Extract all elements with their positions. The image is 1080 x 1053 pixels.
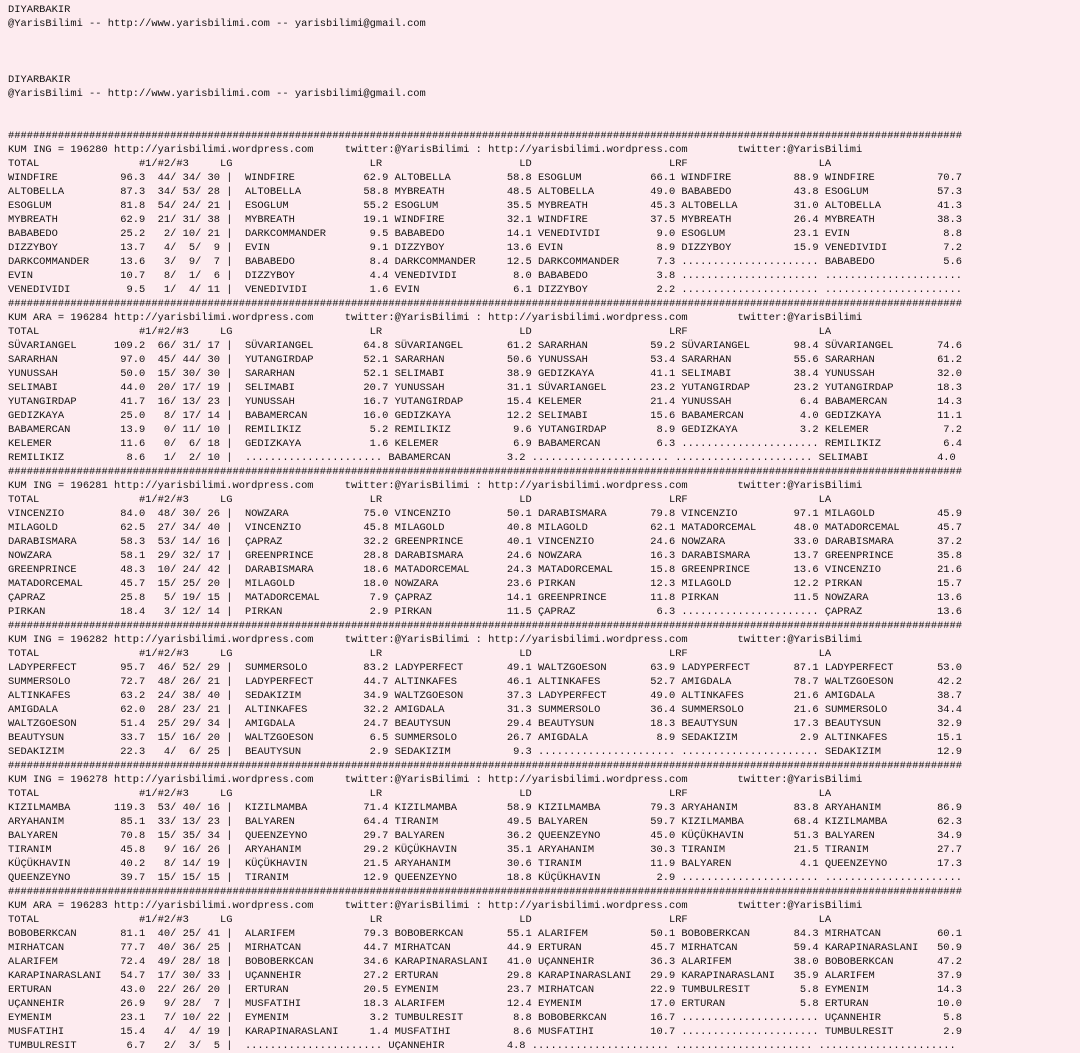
separator-line: #########################################################################################################################################################	[8, 886, 963, 898]
race-header-line: KUM ING = 196278 http://yarisbilimi.wordpress.com twitter:@YarisBilimi : http://yarisbilimi.wordpress.com twitter:@YarisBilimi	[8, 774, 863, 786]
table-row: BABAMERCAN 13.9 0/ 11/ 10 | REMILIKIZ 5.2 REMILIKIZ 9.6 YUTANGIRDAP 8.9 GEDIZKAYA 3.2 KELEMER 7.2	[8, 424, 963, 436]
table-row: KELEMER 11.6 0/ 6/ 18 | GEDIZKAYA 1.6 KELEMER 6.9 BABAMERCAN 6.3 ...................... REMILIKIZ 6.4	[8, 438, 963, 450]
separator-line: #########################################################################################################################################################	[8, 760, 963, 772]
column-header-line: TOTAL #1/#2/#3 LG LR LD LRF LA	[8, 914, 832, 926]
race-header-line: KUM ING = 196281 http://yarisbilimi.wordpress.com twitter:@YarisBilimi : http://yarisbilimi.wordpress.com twitter:@YarisBilimi	[8, 480, 863, 492]
header-line: DIYARBAKIR	[8, 74, 71, 86]
column-header-line: TOTAL #1/#2/#3 LG LR LD LRF LA	[8, 326, 832, 338]
header-line: @YarisBilimi -- http://www.yarisbilimi.com -- yarisbilimi@gmail.com	[8, 88, 426, 100]
table-row: SEDAKIZIM 22.3 4/ 6/ 25 | BEAUTYSUN 2.9 SEDAKIZIM 9.3 ...................... ...................... SEDAKIZIM 12.9	[8, 746, 963, 758]
table-row: AMIGDALA 62.0 28/ 23/ 21 | ALTINKAFES 32.2 AMIGDALA 31.3 SUMMERSOLO 36.4 SUMMERSOLO 21.6 SUMMERSOLO 34.4	[8, 704, 963, 716]
table-row: MATADORCEMAL 45.7 15/ 25/ 20 | MILAGOLD 18.0 NOWZARA 23.6 PIRKAN 12.3 MILAGOLD 12.2 PIRKAN 15.7	[8, 578, 963, 590]
table-row: DARABISMARA 58.3 53/ 14/ 16 | ÇAPRAZ 32.2 GREENPRINCE 40.1 VINCENZIO 24.6 NOWZARA 33.0 DARABISMARA 37.2	[8, 536, 963, 548]
race-header-line: KUM ING = 196282 http://yarisbilimi.wordpress.com twitter:@YarisBilimi : http://yarisbilimi.wordpress.com twitter:@YarisBilimi	[8, 634, 863, 646]
table-row: GREENPRINCE 48.3 10/ 24/ 42 | DARABISMARA 18.6 MATADORCEMAL 24.3 MATADORCEMAL 15.8 GREENPRINCE 13.6 VINCENZIO 21.6	[8, 564, 963, 576]
column-header-line: TOTAL #1/#2/#3 LG LR LD LRF LA	[8, 648, 832, 660]
table-row: GEDIZKAYA 25.0 8/ 17/ 14 | BABAMERCAN 16.0 GEDIZKAYA 12.2 SELIMABI 15.6 BABAMERCAN 4.0 GEDIZKAYA 11.1	[8, 410, 963, 422]
separator-line: #########################################################################################################################################################	[8, 298, 963, 310]
table-row: EVIN 10.7 8/ 1/ 6 | DIZZYBOY 4.4 VENEDIVIDI 8.0 BABABEDO 3.8 ...................... ......................	[8, 270, 963, 282]
table-row: WINDFIRE 96.3 44/ 34/ 30 | WINDFIRE 62.9 ALTOBELLA 58.8 ESOGLUM 66.1 WINDFIRE 88.9 WINDFIRE 70.7	[8, 172, 963, 184]
table-row: BEAUTYSUN 33.7 15/ 16/ 20 | WALTZGOESON 6.5 SUMMERSOLO 26.7 AMIGDALA 8.9 SEDAKIZIM 2.9 ALTINKAFES 15.1	[8, 732, 963, 744]
table-row: KIZILMAMBA 119.3 53/ 40/ 16 | KIZILMAMBA 71.4 KIZILMAMBA 58.9 KIZILMAMBA 79.3 ARYAHANIM 83.8 ARYAHANIM 86.9	[8, 802, 963, 814]
separator-line: #########################################################################################################################################################	[8, 130, 963, 142]
table-row: SARARHAN 97.0 45/ 44/ 30 | YUTANGIRDAP 52.1 SARARHAN 50.6 YUNUSSAH 53.4 SARARHAN 55.6 SARARHAN 61.2	[8, 354, 963, 366]
table-row: BALYAREN 70.8 15/ 35/ 34 | QUEENZEYNO 29.7 BALYAREN 36.2 QUEENZEYNO 45.0 KÜÇÜKHAVIN 51.3 BALYAREN 34.9	[8, 830, 963, 842]
table-row: ALTINKAFES 63.2 24/ 38/ 40 | SEDAKIZIM 34.9 WALTZGOESON 37.3 LADYPERFECT 49.0 ALTINKAFES 21.6 AMIGDALA 38.7	[8, 690, 963, 702]
header-line	[8, 45, 1080, 59]
table-row: YUNUSSAH 50.0 15/ 30/ 30 | SARARHAN 52.1 SELIMABI 38.9 GEDIZKAYA 41.1 SELIMABI 38.4 YUNUSSAH 32.0	[8, 368, 963, 380]
table-row: TUMBULRESIT 6.7 2/ 3/ 5 | ...................... UÇANNEHIR 4.8 ...................... ...................... ......................	[8, 1040, 956, 1052]
header-line	[8, 31, 1080, 45]
table-row: VINCENZIO 84.0 48/ 30/ 26 | NOWZARA 75.0 VINCENZIO 50.1 DARABISMARA 79.8 VINCENZIO 97.1 MILAGOLD 45.9	[8, 508, 963, 520]
table-row: MYBREATH 62.9 21/ 31/ 38 | MYBREATH 19.1 WINDFIRE 32.1 WINDFIRE 37.5 MYBREATH 26.4 MYBREATH 38.3	[8, 214, 963, 226]
race-header-line: KUM ARA = 196284 http://yarisbilimi.wordpress.com twitter:@YarisBilimi : http://yarisbilimi.wordpress.com twitter:@YarisBilimi	[8, 312, 863, 324]
table-row: NOWZARA 58.1 29/ 32/ 17 | GREENPRINCE 28.8 DARABISMARA 24.6 NOWZARA 16.3 DARABISMARA 13.7 GREENPRINCE 35.8	[8, 550, 963, 562]
table-row: BOBOBERKCAN 81.1 40/ 25/ 41 | ALARIFEM 79.3 BOBOBERKCAN 55.1 ALARIFEM 50.1 BOBOBERKCAN 84.3 MIRHATCAN 60.1	[8, 928, 963, 940]
table-row: ALARIFEM 72.4 49/ 28/ 18 | BOBOBERKCAN 34.6 KARAPINARASLANI 41.0 UÇANNEHIR 36.3 ALARIFEM 38.0 BOBOBERKCAN 47.2	[8, 956, 963, 968]
table-row: PIRKAN 18.4 3/ 12/ 14 | PIRKAN 2.9 PIRKAN 11.5 ÇAPRAZ 6.3 ...................... ÇAPRAZ 13.6	[8, 606, 963, 618]
column-header-line: TOTAL #1/#2/#3 LG LR LD LRF LA	[8, 494, 832, 506]
column-header-line: TOTAL #1/#2/#3 LG LR LD LRF LA	[8, 788, 832, 800]
table-row: MIRHATCAN 77.7 40/ 36/ 25 | MIRHATCAN 44.7 MIRHATCAN 44.9 ERTURAN 45.7 MIRHATCAN 59.4 KARAPINARASLANI 50.9	[8, 942, 963, 954]
table-row: ALTOBELLA 87.3 34/ 53/ 28 | ALTOBELLA 58.8 MYBREATH 48.5 ALTOBELLA 49.0 BABABEDO 43.8 ESOGLUM 57.3	[8, 186, 963, 198]
table-row: MILAGOLD 62.5 27/ 34/ 40 | VINCENZIO 45.8 MILAGOLD 40.8 MILAGOLD 62.1 MATADORCEMAL 48.0 MATADORCEMAL 45.7	[8, 522, 963, 534]
race-header-line: KUM ING = 196280 http://yarisbilimi.wordpress.com twitter:@YarisBilimi : http://yarisbilimi.wordpress.com twitter:@YarisBilimi	[8, 144, 863, 156]
table-row: SUMMERSOLO 72.7 48/ 26/ 21 | LADYPERFECT 44.7 ALTINKAFES 46.1 ALTINKAFES 52.7 AMIGDALA 78.7 WALTZGOESON 42.2	[8, 676, 963, 688]
table-row: SELIMABI 44.0 20/ 17/ 19 | SELIMABI 20.7 YUNUSSAH 31.1 SÜVARIANGEL 23.2 YUTANGIRDAP 23.2 YUTANGIRDAP 18.3	[8, 382, 963, 394]
table-row: DARKCOMMANDER 13.6 3/ 9/ 7 | BABABEDO 8.4 DARKCOMMANDER 12.5 DARKCOMMANDER 7.3 ...................... BABABEDO 5.6	[8, 256, 963, 268]
header-line	[8, 101, 1080, 115]
separator-line: #########################################################################################################################################################	[8, 620, 963, 632]
table-row: ÇAPRAZ 25.8 5/ 19/ 15 | MATADORCEMAL 7.9 ÇAPRAZ 14.1 GREENPRINCE 11.8 PIRKAN 11.5 NOWZARA 13.6	[8, 592, 963, 604]
header-line: DIYARBAKIR	[8, 4, 71, 16]
table-row: KÜÇÜKHAVIN 40.2 8/ 14/ 19 | KÜÇÜKHAVIN 21.5 ARYAHANIM 30.6 TIRANIM 11.9 BALYAREN 4.1 QUEENZEYNO 17.3	[8, 858, 963, 870]
table-row: KARAPINARASLANI 54.7 17/ 30/ 33 | UÇANNEHIR 27.2 ERTURAN 29.8 KARAPINARASLANI 29.9 KARAPINARASLANI 35.9 ALARIFEM 37.9	[8, 970, 963, 982]
table-row: VENEDIVIDI 9.5 1/ 4/ 11 | VENEDIVIDI 1.6 EVIN 6.1 DIZZYBOY 2.2 ...................... ......................	[8, 284, 963, 296]
table-row: MUSFATIHI 15.4 4/ 4/ 19 | KARAPINARASLANI 1.4 MUSFATIHI 8.6 MUSFATIHI 10.7 ...................... TUMBULRESIT 2.9	[8, 1026, 963, 1038]
table-row: YUTANGIRDAP 41.7 16/ 13/ 23 | YUNUSSAH 16.7 YUTANGIRDAP 15.4 KELEMER 21.4 YUNUSSAH 6.4 BABAMERCAN 14.3	[8, 396, 963, 408]
table-row: DIZZYBOY 13.7 4/ 5/ 9 | EVIN 9.1 DIZZYBOY 13.6 EVIN 8.9 DIZZYBOY 15.9 VENEDIVIDI 7.2	[8, 242, 963, 254]
table-row: EYMENIM 23.1 7/ 10/ 22 | EYMENIM 3.2 TUMBULRESIT 8.8 BOBOBERKCAN 16.7 ...................... UÇANNEHIR 5.8	[8, 1012, 963, 1024]
table-row: QUEENZEYNO 39.7 15/ 15/ 15 | TIRANIM 12.9 QUEENZEYNO 18.8 KÜÇÜKHAVIN 2.9 ...................... ......................	[8, 872, 963, 884]
table-row: ARYAHANIM 85.1 33/ 13/ 23 | BALYAREN 64.4 TIRANIM 49.5 BALYAREN 59.7 KIZILMAMBA 68.4 KIZILMAMBA 62.3	[8, 816, 963, 828]
header-line	[8, 115, 1080, 129]
separator-line: #########################################################################################################################################################	[8, 466, 963, 478]
table-row: ERTURAN 43.0 22/ 26/ 20 | ERTURAN 20.5 EYMENIM 23.7 MIRHATCAN 22.9 TUMBULRESIT 5.8 EYMENIM 14.3	[8, 984, 963, 996]
table-row: SÜVARIANGEL 109.2 66/ 31/ 17 | SÜVARIANGEL 64.8 SÜVARIANGEL 61.2 SARARHAN 59.2 SÜVARIANGEL 98.4 SÜVARIANGEL 74.6	[8, 340, 963, 352]
table-row: UÇANNEHIR 26.9 9/ 28/ 7 | MUSFATIHI 18.3 ALARIFEM 12.4 EYMENIM 17.0 ERTURAN 5.8 ERTURAN 10.0	[8, 998, 963, 1010]
table-row: ESOGLUM 81.8 54/ 24/ 21 | ESOGLUM 55.2 ESOGLUM 35.5 MYBREATH 45.3 ALTOBELLA 31.0 ALTOBELLA 41.3	[8, 200, 963, 212]
column-header-line: TOTAL #1/#2/#3 LG LR LD LRF LA	[8, 158, 832, 170]
table-row: LADYPERFECT 95.7 46/ 52/ 29 | SUMMERSOLO 83.2 LADYPERFECT 49.1 WALTZGOESON 63.9 LADYPERFECT 87.1 LADYPERFECT 53.0	[8, 662, 963, 674]
header-line	[8, 59, 1080, 73]
table-row: BABABEDO 25.2 2/ 10/ 21 | DARKCOMMANDER 9.5 BABABEDO 14.1 VENEDIVIDI 9.0 ESOGLUM 23.1 EVIN 8.8	[8, 228, 963, 240]
race-header-line: KUM ARA = 196283 http://yarisbilimi.wordpress.com twitter:@YarisBilimi : http://yarisbilimi.wordpress.com twitter:@YarisBilimi	[8, 900, 863, 912]
table-row: WALTZGOESON 51.4 25/ 29/ 34 | AMIGDALA 24.7 BEAUTYSUN 29.4 BEAUTYSUN 18.3 BEAUTYSUN 17.3 BEAUTYSUN 32.9	[8, 718, 963, 730]
table-row: TIRANIM 45.8 9/ 16/ 26 | ARYAHANIM 29.2 KÜÇÜKHAVIN 35.1 ARYAHANIM 30.3 TIRANIM 21.5 TIRANIM 27.7	[8, 844, 963, 856]
table-row: REMILIKIZ 8.6 1/ 2/ 10 | ...................... BABAMERCAN 3.2 ...................... ...................... SELIMABI 4.0	[8, 452, 956, 464]
header-line: @YarisBilimi -- http://www.yarisbilimi.com -- yarisbilimi@gmail.com	[8, 18, 426, 30]
